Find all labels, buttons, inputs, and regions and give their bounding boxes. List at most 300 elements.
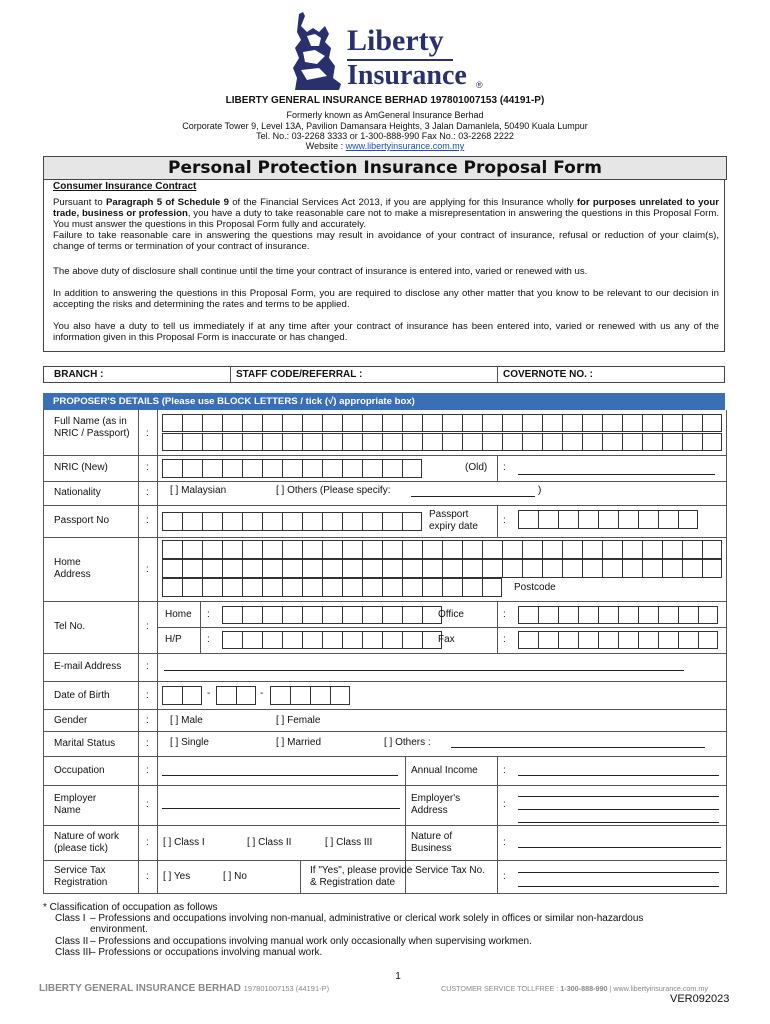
character-box[interactable] — [402, 459, 422, 478]
character-box[interactable] — [222, 559, 242, 578]
character-box[interactable] — [202, 540, 222, 559]
character-box[interactable] — [618, 631, 638, 649]
character-box[interactable] — [222, 606, 242, 624]
hp-boxes[interactable] — [222, 631, 442, 649]
character-box[interactable] — [302, 512, 322, 531]
character-box[interactable] — [342, 512, 362, 531]
character-box[interactable] — [262, 578, 282, 597]
character-box[interactable] — [202, 414, 222, 432]
character-box[interactable] — [162, 414, 182, 432]
character-box[interactable] — [270, 686, 290, 705]
character-box[interactable] — [302, 606, 322, 624]
character-box[interactable] — [602, 433, 622, 451]
character-box[interactable] — [362, 606, 382, 624]
character-box[interactable] — [282, 606, 302, 624]
single-checkbox[interactable]: [ ] Single — [170, 737, 209, 748]
character-box[interactable] — [622, 559, 642, 578]
character-box[interactable] — [658, 631, 678, 649]
character-box[interactable] — [518, 631, 538, 649]
character-box[interactable] — [262, 459, 282, 478]
website-link[interactable]: www.libertyinsurance.com.my — [345, 141, 465, 151]
home-tel-colon: : — [207, 609, 210, 620]
character-box[interactable] — [422, 578, 442, 597]
character-box[interactable] — [442, 578, 462, 597]
character-box[interactable] — [282, 459, 302, 478]
nationality-close-paren: ) — [538, 485, 542, 496]
character-box[interactable] — [282, 559, 302, 578]
character-box[interactable] — [642, 540, 662, 559]
character-box[interactable] — [182, 512, 202, 531]
character-box[interactable] — [582, 433, 602, 451]
character-box[interactable] — [702, 559, 722, 578]
character-box[interactable] — [422, 433, 442, 451]
passport-expiry-label: Passport expiry date — [429, 509, 478, 532]
character-box[interactable] — [182, 540, 202, 559]
character-box[interactable] — [562, 433, 582, 451]
character-box[interactable] — [202, 433, 222, 451]
character-box[interactable] — [182, 414, 202, 432]
version-code: VER092023 — [670, 993, 730, 1005]
character-box[interactable] — [182, 433, 202, 451]
tel-colon: : — [146, 621, 149, 632]
character-box[interactable] — [462, 578, 482, 597]
character-box[interactable] — [598, 631, 618, 649]
character-box[interactable] — [262, 433, 282, 451]
service-tax-no-checkbox[interactable]: [ ] No — [223, 871, 247, 882]
office-tel-boxes[interactable] — [518, 606, 718, 624]
character-box[interactable] — [578, 510, 598, 529]
character-box[interactable] — [658, 606, 678, 624]
character-box[interactable] — [236, 686, 256, 705]
character-box[interactable] — [402, 631, 422, 649]
character-box[interactable] — [602, 559, 622, 578]
character-box[interactable] — [518, 606, 538, 624]
employer-address-field-1[interactable] — [518, 796, 719, 797]
character-box[interactable] — [262, 631, 282, 649]
character-box[interactable] — [342, 414, 362, 432]
character-box[interactable] — [462, 559, 482, 578]
character-box[interactable] — [322, 414, 342, 432]
character-box[interactable] — [562, 414, 582, 432]
character-box[interactable] — [302, 433, 322, 451]
character-box[interactable] — [322, 459, 342, 478]
character-box[interactable] — [562, 559, 582, 578]
character-box[interactable] — [302, 540, 322, 559]
character-box[interactable] — [342, 459, 362, 478]
character-box[interactable] — [522, 433, 542, 451]
character-box[interactable] — [322, 631, 342, 649]
character-box[interactable] — [462, 414, 482, 432]
old-colon: : — [503, 462, 506, 473]
employer-address-colon: : — [503, 799, 506, 810]
character-box[interactable] — [662, 433, 682, 451]
character-box[interactable] — [182, 686, 202, 705]
character-box[interactable] — [618, 606, 638, 624]
character-box[interactable] — [502, 433, 522, 451]
character-box[interactable] — [658, 510, 678, 529]
logo-registered-mark: ® — [476, 80, 483, 90]
occupation-field[interactable] — [162, 775, 398, 776]
character-box[interactable] — [162, 559, 182, 578]
character-box[interactable] — [582, 414, 602, 432]
disclosure-paragraph-4: You also have a duty to tell us immediately if at any time after your contract of insurance has been entered into, varied or renewed with us any of the information given in this Proposal Form is inaccurate or has changed. — [53, 321, 719, 343]
character-box[interactable] — [322, 512, 342, 531]
form-title: Personal Protection Insurance Proposal Form — [43, 156, 727, 180]
character-box[interactable] — [362, 414, 382, 432]
character-box[interactable] — [222, 414, 242, 432]
service-tax-divider — [300, 860, 301, 894]
character-box[interactable] — [542, 433, 562, 451]
character-box[interactable] — [582, 540, 602, 559]
character-box[interactable] — [242, 540, 262, 559]
footer-right — [441, 984, 708, 993]
character-box[interactable] — [362, 578, 382, 597]
service-tax-field-2[interactable] — [518, 886, 719, 887]
character-box[interactable] — [202, 459, 222, 478]
character-box[interactable] — [402, 559, 422, 578]
covernote-label[interactable]: COVERNOTE NO. : — [503, 369, 594, 380]
character-box[interactable] — [662, 414, 682, 432]
character-box[interactable] — [402, 512, 422, 531]
character-box[interactable] — [578, 606, 598, 624]
character-box[interactable] — [330, 686, 350, 705]
character-box[interactable] — [242, 414, 262, 432]
tel-no-label: Tel No. — [54, 621, 86, 632]
character-box[interactable] — [638, 631, 658, 649]
character-box[interactable] — [282, 512, 302, 531]
character-box[interactable] — [682, 414, 702, 432]
class-2-checkbox[interactable]: [ ] Class II — [247, 837, 292, 848]
character-box[interactable] — [342, 631, 362, 649]
character-box[interactable] — [162, 433, 182, 451]
character-box[interactable] — [482, 578, 502, 597]
character-box[interactable] — [362, 631, 382, 649]
character-box[interactable] — [262, 512, 282, 531]
character-box[interactable] — [222, 578, 242, 597]
character-box[interactable] — [162, 459, 182, 478]
character-box[interactable] — [422, 559, 442, 578]
character-box[interactable] — [382, 631, 402, 649]
others-nationality-checkbox[interactable]: [ ] Others (Please specify: — [276, 485, 391, 496]
character-box[interactable] — [242, 433, 262, 451]
branch-divider-1 — [230, 366, 231, 383]
employer-name-label: Employer Name — [54, 793, 97, 816]
dob-colon: : — [146, 690, 149, 701]
character-box[interactable] — [302, 631, 322, 649]
gender-colon: : — [146, 715, 149, 726]
character-box[interactable] — [342, 578, 362, 597]
character-box[interactable] — [442, 433, 462, 451]
character-box[interactable] — [558, 606, 578, 624]
character-box[interactable] — [702, 540, 722, 559]
character-box[interactable] — [322, 540, 342, 559]
character-box[interactable] — [642, 414, 662, 432]
character-box[interactable] — [282, 414, 302, 432]
character-box[interactable] — [262, 414, 282, 432]
character-box[interactable] — [162, 686, 182, 705]
character-box[interactable] — [678, 510, 698, 529]
character-box[interactable] — [262, 540, 282, 559]
character-box[interactable] — [342, 540, 362, 559]
character-box[interactable] — [382, 512, 402, 531]
employer-address-field-3[interactable] — [518, 822, 719, 823]
character-box[interactable] — [216, 686, 236, 705]
website-label: Website : — [305, 141, 346, 151]
character-box[interactable] — [538, 631, 558, 649]
service-tax-colon: : — [146, 871, 149, 882]
employer-address-field-2[interactable] — [518, 809, 719, 810]
character-box[interactable] — [642, 559, 662, 578]
character-box[interactable] — [682, 559, 702, 578]
full-name-colon: : — [146, 428, 149, 439]
character-box[interactable] — [382, 433, 402, 451]
character-box[interactable] — [382, 414, 402, 432]
character-box[interactable] — [502, 540, 522, 559]
logo-liberty-text: Liberty — [347, 24, 444, 57]
character-box[interactable] — [242, 578, 262, 597]
character-box[interactable] — [442, 559, 462, 578]
character-box[interactable] — [622, 433, 642, 451]
character-box[interactable] — [182, 559, 202, 578]
character-box[interactable] — [678, 631, 698, 649]
fax-colon: : — [503, 634, 506, 645]
character-box[interactable] — [602, 414, 622, 432]
character-box[interactable] — [302, 414, 322, 432]
character-box[interactable] — [362, 559, 382, 578]
character-box[interactable] — [222, 459, 242, 478]
service-tax-yes-checkbox[interactable]: [ ] Yes — [163, 871, 191, 882]
character-box[interactable] — [202, 578, 222, 597]
full-name-boxes-row2[interactable] — [162, 433, 722, 451]
employer-address-label: Employer's Address — [411, 793, 461, 816]
character-box[interactable] — [518, 510, 538, 529]
married-checkbox[interactable]: [ ] Married — [276, 737, 322, 748]
character-box[interactable] — [638, 606, 658, 624]
character-box[interactable] — [302, 559, 322, 578]
character-box[interactable] — [558, 631, 578, 649]
p1-text-b: Paragraph 5 of Schedule 9 — [105, 197, 229, 208]
character-box[interactable] — [342, 433, 362, 451]
character-box[interactable] — [462, 433, 482, 451]
character-box[interactable] — [382, 459, 402, 478]
character-box[interactable] — [182, 578, 202, 597]
character-box[interactable] — [322, 433, 342, 451]
row-divider — [43, 505, 727, 506]
annual-income-field[interactable] — [518, 775, 719, 776]
address-boxes-row3[interactable] — [162, 578, 502, 597]
character-box[interactable] — [522, 414, 542, 432]
character-box[interactable] — [162, 512, 182, 531]
character-box[interactable] — [282, 578, 302, 597]
character-box[interactable] — [542, 540, 562, 559]
character-box[interactable] — [698, 631, 718, 649]
character-box[interactable] — [422, 540, 442, 559]
character-box[interactable] — [582, 559, 602, 578]
service-tax-field-1[interactable] — [518, 872, 719, 873]
character-box[interactable] — [402, 606, 422, 624]
others-marital-checkbox[interactable]: [ ] Others : — [384, 737, 431, 748]
character-box[interactable] — [642, 433, 662, 451]
nric-old-field[interactable] — [518, 474, 715, 475]
character-box[interactable] — [242, 559, 262, 578]
character-box[interactable] — [698, 606, 718, 624]
character-box[interactable] — [362, 433, 382, 451]
character-box[interactable] — [502, 414, 522, 432]
female-checkbox[interactable]: [ ] Female — [276, 715, 321, 726]
character-box[interactable] — [542, 559, 562, 578]
character-box[interactable] — [602, 540, 622, 559]
staff-code-label[interactable]: STAFF CODE/REFERRAL : — [236, 369, 363, 380]
company-tel: Tel. No.: 03-2268 3333 or 1-300-888-990 Fax No.: 03-2268 2222 — [256, 131, 514, 141]
character-box[interactable] — [638, 510, 658, 529]
colon-column-divider — [157, 410, 158, 894]
character-box[interactable] — [290, 686, 310, 705]
character-box[interactable] — [702, 433, 722, 451]
character-box[interactable] — [362, 459, 382, 478]
character-box[interactable] — [382, 578, 402, 597]
character-box[interactable] — [442, 414, 462, 432]
character-box[interactable] — [422, 414, 442, 432]
passport-expiry-boxes[interactable] — [518, 510, 698, 529]
dob-day-boxes[interactable] — [162, 686, 202, 705]
character-box[interactable] — [678, 606, 698, 624]
character-box[interactable] — [202, 559, 222, 578]
nature-of-business-field[interactable] — [518, 847, 721, 848]
character-box[interactable] — [202, 512, 222, 531]
character-box[interactable] — [462, 540, 482, 559]
row-divider — [43, 756, 727, 757]
character-box[interactable] — [622, 414, 642, 432]
character-box[interactable] — [682, 433, 702, 451]
character-box[interactable] — [302, 459, 322, 478]
character-box[interactable] — [242, 459, 262, 478]
branch-label[interactable]: BRANCH : — [54, 369, 104, 380]
character-box[interactable] — [402, 540, 422, 559]
character-box[interactable] — [578, 631, 598, 649]
character-box[interactable] — [282, 631, 302, 649]
character-box[interactable] — [522, 559, 542, 578]
character-box[interactable] — [382, 606, 402, 624]
character-box[interactable] — [502, 559, 522, 578]
home-tel-boxes[interactable] — [222, 606, 442, 624]
malaysian-checkbox[interactable]: [ ] Malaysian — [170, 485, 227, 496]
character-box[interactable] — [598, 606, 618, 624]
character-box[interactable] — [622, 540, 642, 559]
fax-label: Fax — [438, 634, 455, 645]
character-box[interactable] — [538, 606, 558, 624]
character-box[interactable] — [222, 540, 242, 559]
dob-month-boxes[interactable] — [216, 686, 256, 705]
character-box[interactable] — [182, 459, 202, 478]
character-box[interactable] — [242, 512, 262, 531]
employer-name-field[interactable] — [162, 808, 400, 809]
class-2-description: – Professions and occupations involving manual work only occasionally when supervising workmen. — [90, 936, 532, 947]
character-box[interactable] — [322, 578, 342, 597]
character-box[interactable] — [482, 559, 502, 578]
character-box[interactable] — [162, 578, 182, 597]
nature-of-business-label: Nature of Business — [411, 831, 453, 854]
others-nationality-field[interactable] — [411, 496, 535, 497]
character-box[interactable] — [662, 540, 682, 559]
character-box[interactable] — [242, 606, 262, 624]
classification-heading: * Classification of occupation as follows — [43, 902, 218, 913]
character-box[interactable] — [382, 559, 402, 578]
character-box[interactable] — [682, 540, 702, 559]
character-box[interactable] — [362, 540, 382, 559]
dob-label: Date of Birth — [54, 690, 110, 701]
class-1-checkbox[interactable]: [ ] Class I — [163, 837, 205, 848]
character-box[interactable] — [442, 540, 462, 559]
row-divider — [43, 785, 727, 786]
marital-colon: : — [146, 738, 149, 749]
others-marital-field[interactable] — [451, 747, 705, 748]
disclosure-paragraph-2: The above duty of disclosure shall continue until the time your contract of insurance is entered into, varied or renewed with us. — [53, 266, 588, 277]
class-3-checkbox[interactable]: [ ] Class III — [325, 837, 373, 848]
full-name-boxes-row1[interactable] — [162, 414, 722, 432]
full-name-label: Full Name (as in NRIC / Passport) — [54, 416, 130, 439]
character-box[interactable] — [242, 631, 262, 649]
character-box[interactable] — [362, 512, 382, 531]
income-divider — [497, 756, 498, 894]
character-box[interactable] — [618, 510, 638, 529]
character-box[interactable] — [222, 631, 242, 649]
p1-text-e: , you have a duty to take reasonable care not to make a misrepresentation in answering the questions in this Proposal Form. You must answer the questions in this Proposal Form fully and accurately. — [53, 208, 719, 230]
character-box[interactable] — [482, 540, 502, 559]
address-boxes-row1[interactable] — [162, 540, 722, 559]
fax-boxes[interactable] — [518, 631, 718, 649]
character-box[interactable] — [558, 510, 578, 529]
character-box[interactable] — [662, 559, 682, 578]
nric-new-boxes[interactable] — [162, 459, 422, 478]
character-box[interactable] — [522, 540, 542, 559]
character-box[interactable] — [262, 559, 282, 578]
character-box[interactable] — [702, 414, 722, 432]
p1-text-f: Failure to take reasonable care in answering the questions may result in avoidance of your contract of insurance, refusal or reduction of your claim(s), change of terms or termination of your contract of insurance. — [53, 230, 719, 252]
character-box[interactable] — [542, 414, 562, 432]
character-box[interactable] — [322, 559, 342, 578]
character-box[interactable] — [482, 433, 502, 451]
male-checkbox[interactable]: [ ] Male — [170, 715, 203, 726]
character-box[interactable] — [162, 540, 182, 559]
row-divider — [43, 825, 727, 826]
branch-row — [43, 366, 725, 383]
character-box[interactable] — [402, 414, 422, 432]
address-boxes-row2[interactable] — [162, 559, 722, 578]
character-box[interactable] — [282, 540, 302, 559]
company-address: Corporate Tower 9, Level 13A, Pavilion Damansara Heights, 3 Jalan Damanlela, 50490 Kuala Lumpur — [182, 121, 588, 131]
character-box[interactable] — [598, 510, 618, 529]
character-box[interactable] — [282, 433, 302, 451]
character-box[interactable] — [342, 606, 362, 624]
dob-year-boxes[interactable] — [270, 686, 350, 705]
character-box[interactable] — [402, 433, 422, 451]
character-box[interactable] — [222, 433, 242, 451]
passport-no-boxes[interactable] — [162, 512, 422, 531]
character-box[interactable] — [222, 512, 242, 531]
character-box[interactable] — [402, 578, 422, 597]
character-box[interactable] — [322, 606, 342, 624]
character-box[interactable] — [482, 414, 502, 432]
character-box[interactable] — [302, 578, 322, 597]
email-field[interactable] — [164, 670, 684, 671]
character-box[interactable] — [262, 606, 282, 624]
character-box[interactable] — [562, 540, 582, 559]
character-box[interactable] — [310, 686, 330, 705]
class-1-description: – Professions and occupations involving non-manual, administrative or clerical work solely in offices or similar non-hazardous environment. — [90, 913, 644, 935]
character-box[interactable] — [538, 510, 558, 529]
character-box[interactable] — [342, 559, 362, 578]
character-box[interactable] — [382, 540, 402, 559]
